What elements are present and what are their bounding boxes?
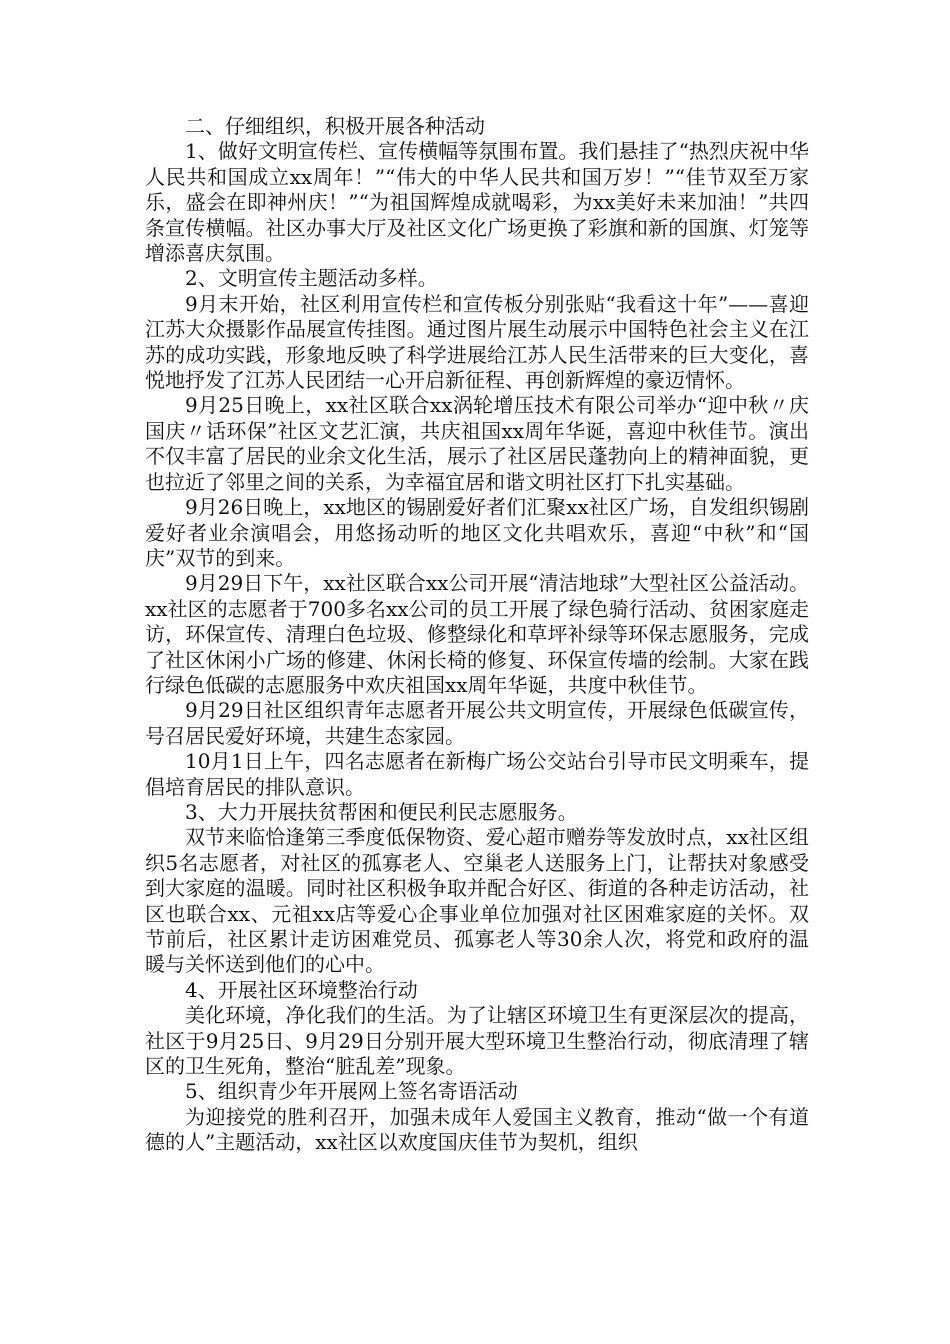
section-heading: 二、仔细组织，积极开展各种活动 bbox=[185, 114, 485, 138]
body-paragraph: 10月1日上午，四名志愿者在新梅广场公交站台引导市民文明乘车，提倡培育居民的排队意识。 bbox=[145, 749, 809, 799]
body-paragraph: 1、做好文明宣传栏、宣传横幅等氛围布置。我们悬挂了“热烈庆祝中华人民共和国成立xx周年！”“伟大的中华人民共和国万岁！”“佳节双至万家乐，盛会在即神州庆！”“为祖国辉煌成就喝彩，为xx美好未来加油！”共四条宣传横幅。社区办事大厅及社区文化广场更换了彩旗和新的国旗、灯笼等增添喜庆氛围。 bbox=[145, 139, 809, 266]
body-paragraph: 双节来临恰逢第三季度低保物资、爱心超市赠券等发放时点，xx社区组织5名志愿者，对社区的孤寡老人、空巢老人送服务上门，让帮扶对象感受到大家庭的温暖。同时社区积极争取并配合好区、街道的各种走访活动，社区也联合xx、元祖xx店等爱心企事业单位加强对社区困难家庭的关怀。双节前后，社区累计走访困难党员、孤寡老人等30余人次，将党和政府的温暖与关怀送到他们的心中。 bbox=[145, 825, 809, 977]
body-paragraph: 9月末开始，社区利用宣传栏和宣传板分别张贴“我看这十年”——喜迎江苏大众摄影作品展宣传挂图。通过图片展生动展示中国特色社会主义在江苏的成功实践，形象地反映了科学进展给江苏人民生活带来的巨大变化，喜悦地抒发了江苏人民团结一心开启新征程、再创新辉煌的豪迈情怀。 bbox=[145, 291, 809, 393]
subsection-heading: 2、文明宣传主题活动多样。 bbox=[185, 266, 438, 291]
subsection-heading: 4、开展社区环境整治行动 bbox=[185, 977, 418, 1002]
body-paragraph: 9月25日晚上，xx社区联合xx涡轮增压技术有限公司举办“迎中秋〃庆国庆〃话环保”社区文艺汇演，共庆祖国xx周年华诞，喜迎中秋佳节。演出不仅丰富了居民的业余文化生活，展示了社区居民蓬勃向上的精神面貌，更也拉近了邻里之间的关系，为幸福宜居和谐文明社区打下扎实基础。 bbox=[145, 393, 809, 494]
body-paragraph: 美化环境，净化我们的生活。为了让辖区环境卫生有更深层次的提高，社区于9月25日、9月29日分别开展大型环境卫生整治行动，彻底清理了辖区的卫生死角，整治“脏乱差”现象。 bbox=[145, 1003, 809, 1079]
body-paragraph: 9月26日晚上，xx地区的锡剧爱好者们汇聚xx社区广场，自发组织锡剧爱好者业余演唱会，用悠扬动听的地区文化共唱欢乐，喜迎“中秋”和“国庆”双节的到来。 bbox=[145, 495, 809, 570]
body-paragraph: 9月29日社区组织青年志愿者开展公共文明宣传，开展绿色低碳宣传，号召居民爱好环境，共建生态家园。 bbox=[145, 698, 809, 748]
subsection-heading: 5、组织青少年开展网上签名寄语活动 bbox=[185, 1079, 518, 1104]
subsection-heading: 3、大力开展扶贫帮困和便民利民志愿服务。 bbox=[185, 799, 578, 824]
body-paragraph: 为迎接党的胜利召开，加强未成年人爱国主义教育，推动“做一个有道德的人”主题活动，xx社区以欢度国庆佳节为契机，组织 bbox=[145, 1104, 809, 1155]
document-body bbox=[145, 114, 809, 1156]
body-paragraph: 9月29日下午，xx社区联合xx公司开展“清洁地球”大型社区公益活动。xx社区的志愿者于700多名xx公司的员工开展了绿色骑行活动、贫困家庭走访，环保宣传、清理白色垃圾、修整绿化和草坪补绿等环保志愿服务，完成了社区休闲小广场的修建、休闲长椅的修复、环保宣传墙的绘制。大家在践行绿色低碳的志愿服务中欢庆祖国xx周年华诞，共度中秋佳节。 bbox=[145, 571, 809, 697]
